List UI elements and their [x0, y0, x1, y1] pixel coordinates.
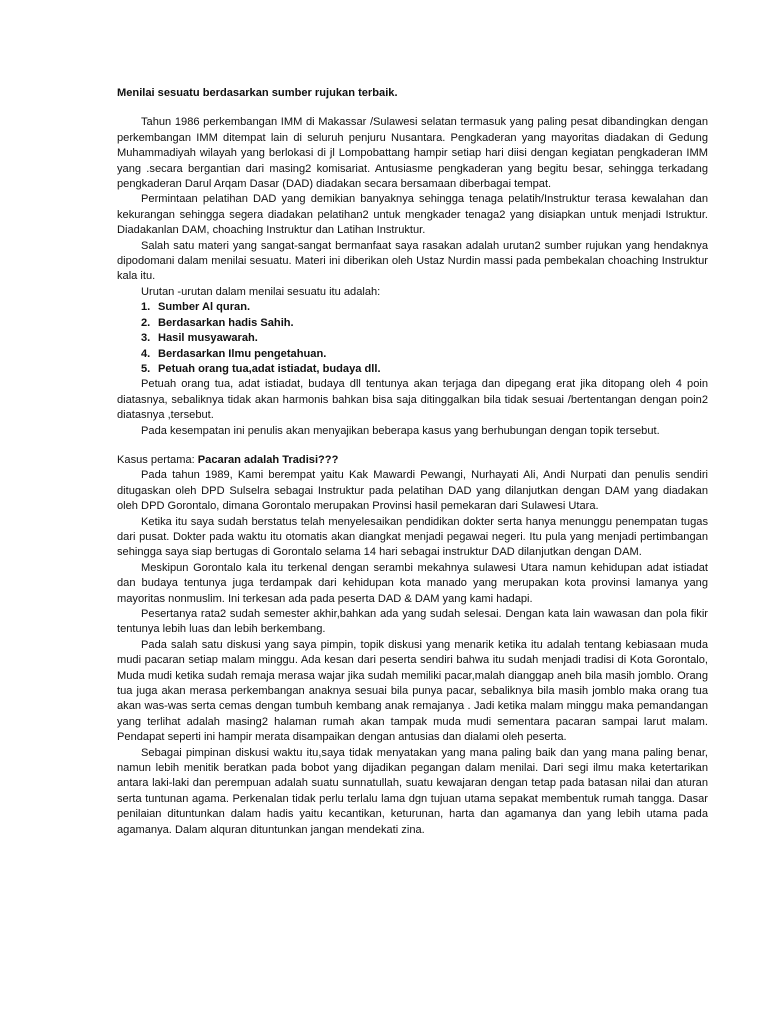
list-item — [141, 362, 708, 377]
paragraph: Urutan -urutan dalam menilai sesuatu itu adalah: — [141, 285, 381, 298]
paragraph: Pada salah satu diskusi yang saya pimpin, topik diskusi yang menarik ketika itu adalah tentang kebiasaan muda mudi pacaran setiap malam minggu. Ada kesan dari peserta sendiri bahwa itu sudah menjadi tradisi di Kota Gorontalo, Muda mudi ketika sudah remaja merasa wajar jika sudah memiliki pacar,malah dianggap aneh bila masih jomblo. Orang tua juga akan merasa perkembangan anaknya sesuai bila punya pacar, sebaliknya bila masih jomblo maka orang tua akan was-was serta cemas dengan tumbuh kembang anak remajanya . Jadi ketika malam minggu maka pemandangan yang terlihat adalah masing2 halaman rumah akan tampak muda mudi sementara pacaran sampai larut malam. Pendapat seperti ini hampir merata disampaikan dengan antusias dan dialami oleh peserta. — [117, 638, 708, 744]
list-item — [141, 316, 708, 331]
list-item — [141, 331, 708, 346]
list-item — [141, 347, 708, 362]
case-label: Kasus pertama: — [117, 453, 198, 466]
document-title: Menilai sesuatu berdasarkan sumber rujukan terbaik. — [117, 87, 398, 99]
paragraph: Petuah orang tua, adat istiadat, budaya dll tentunya akan terjaga dan dipegang erat jika ditopang oleh 4 poin diatasnya, sebaliknya tidak akan harmonis bahkan bisa saja ditinggalkan bila tidak sesuai /bertentangan dengan poin2 diatasnya ,tersebut. — [117, 378, 708, 422]
paragraph: Meskipun Gorontalo kala itu terkenal dengan serambi mekahnya sulawesi Utara namun kehidupan adat istiadat dan budaya tentunya juga terdampak dari kehidupan kota manado yang merupakan kota provinsi lamanya yang mayoritas nonmuslim. Ini terkesan ada pada peserta DAD & DAM yang kami hadapi. — [117, 561, 708, 605]
list-number: 1. — [141, 301, 151, 314]
list-number: 4. — [141, 347, 151, 360]
list-text: Petuah orang tua,adat istiadat, budaya dll. — [158, 362, 381, 375]
paragraph: Pada kesempatan ini penulis akan menyajikan beberapa kasus yang berhubungan dengan topik tersebut. — [141, 424, 660, 437]
source-list — [117, 300, 708, 377]
paragraph: Pada tahun 1989, Kami berempat yaitu Kak Mawardi Pewangi, Nurhayati Ali, Andi Nurpati dan penulis sendiri ditugaskan oleh DPD Sulselra sebagai Instruktur pada pelatihan DAD yang dilanjutkan dengan DAM yang diadakan oleh DPD Gorontalo, dimana Gorontalo merupakan Provinsi hasil pemekaran dari Sulawesi Utara. — [117, 469, 708, 513]
list-text: Hasil musyawarah. — [158, 332, 258, 345]
list-item — [141, 300, 708, 315]
paragraph: Pesertanya rata2 sudah semester akhir,bahkan ada yang sudah selesai. Dengan kata lain wawasan dan pola fikir tentunya lebih luas dan lebih berkembang. — [117, 608, 708, 636]
list-number: 2. — [141, 316, 151, 329]
paragraph: Tahun 1986 perkembangan IMM di Makassar /Sulawesi selatan termasuk yang paling pesat dibandingkan dengan perkembangan IMM ditempat lain di seluruh penjuru Nusantara. Pengkaderan yang mayoritas diadakan di Gedung Muhammadiyah wilayah yang berlokasi di jl Lompobattang hampir setiap hari diisi dengan kegiatan pengkaderan IMM yang .secara bergantian dari masing2 komisariat. Antusiasme pengkaderan yang begitu besar, sehingga terkadang pengkaderan Darul Arqam Dasar (DAD) diadakan secara bersamaan diberbagai tempat. — [117, 116, 708, 191]
spacer — [117, 439, 708, 453]
list-number: 5. — [141, 362, 151, 375]
paragraph: Permintaan pelatihan DAD yang demikian banyaknya sehingga tenaga pelatih/Instruktur terasa kewalahan dan kekurangan sehingga segera diadakan pelatihan2 untuk mengkader tenaga2 yang disiapkan untuk menjadi Istruktur. Diadakanlan DAM, choaching Instruktur dan Latihan Instruktur. — [117, 193, 708, 237]
list-number: 3. — [141, 332, 151, 345]
paragraph: Sebagai pimpinan diskusi waktu itu,saya tidak menyatakan yang mana paling baik dan yang mana paling benar, namun lebih menitik beratkan pada bobot yang dijadikan pegangan dalam menilai. Dari segi ilmu maka ketertarikan antara laki-laki dan perempuan adalah suatu sunnatullah, suatu kewajaran dengan tetap pada batasan nilai dan aturan serta tuntunan agama. Perkenalan tidak perlu terlalu lama dgn tujuan utama sepakat membentuk rumah tangga. Dasar penilaian dituntunkan dalam hadis yaitu kecantikan, keturunan, harta dan agamanya dan yang lebih utama pada agamanya. Dalam alquran dituntunkan jangan mendekati zina. — [117, 746, 708, 836]
paragraph: Salah satu materi yang sangat-sangat bermanfaat saya rasakan adalah urutan2 sumber rujukan yang hendaknya dipodomani dalam menilai sesuatu. Materi ini diberikan oleh Ustaz Nurdin massi pada pembekalan choaching Instruktur kala itu. — [117, 239, 708, 283]
case-heading — [117, 453, 708, 468]
list-text: Berdasarkan hadis Sahih. — [158, 316, 294, 329]
list-text: Sumber Al quran. — [158, 301, 251, 314]
case-title: Pacaran adalah Tradisi??? — [197, 453, 339, 466]
list-text: Berdasarkan Ilmu pengetahuan. — [158, 347, 327, 360]
paragraph: Ketika itu saya sudah berstatus telah menyelesaikan pendidikan dokter serta hanya menunggu penempatan tugas dari pusat. Dokter pada waktu itu otomatis akan diangkat menjadi pegawai negeri. Itu pula yang menjadi pertimbangan sehingga saya siap bertugas di Gorontalo selama 14 hari sebagai instruktur DAD dilanjutkan dengan DAM. — [117, 515, 708, 559]
